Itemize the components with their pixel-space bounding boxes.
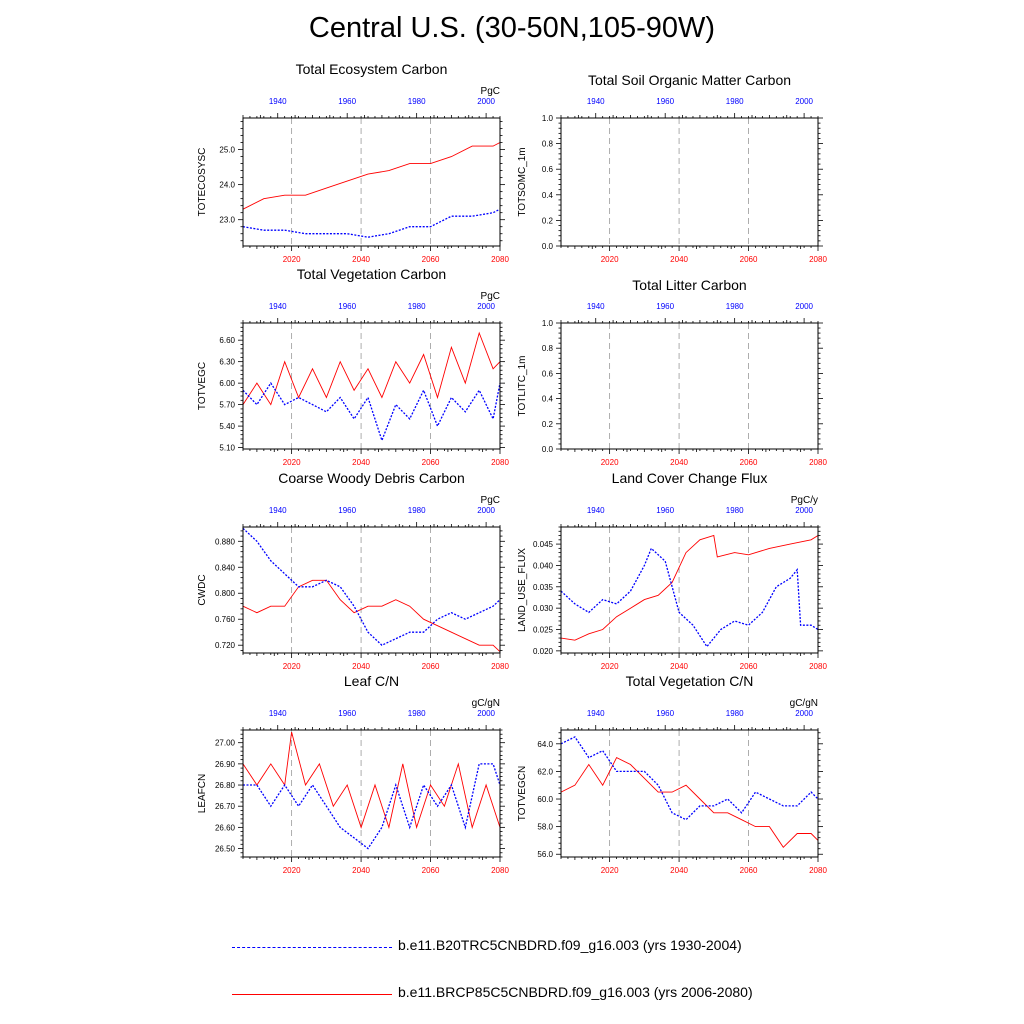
panel-2-y-tick-label: 0.0 [541, 242, 553, 251]
panel-3-x-top-tick-label: 1960 [338, 302, 357, 311]
panel-1-y-tick-label: 25.0 [219, 145, 235, 155]
panel-2-x-top-tick-label: 2000 [795, 97, 814, 106]
panel-4-y-tick-label: 0.4 [541, 394, 553, 404]
panel-5-series-historical-line [243, 528, 500, 645]
panel-1-title: Total Ecosystem Carbon [295, 61, 448, 77]
panel-7-y-tick-label: 26.70 [214, 802, 235, 812]
panel-4-y-tick-label: 0.2 [541, 419, 553, 429]
panel-7-y-tick-label: 26.90 [214, 759, 235, 769]
panel-5-x-top-tick-label: 2000 [477, 506, 496, 515]
panel-8-x-bottom-tick-label: 2020 [600, 866, 619, 875]
panel-4-y-tick-label: 0.8 [541, 344, 553, 354]
panel-4-title: Total Litter Carbon [632, 277, 747, 293]
panel-3-frame [243, 323, 500, 449]
panel-3-x-top-tick-label: 1940 [268, 302, 287, 311]
panel-2-y-tick-label: 0.8 [541, 139, 553, 149]
panel-3-y-tick-label: 6.30 [219, 357, 235, 367]
panel-2-x-top-tick-label: 1980 [725, 97, 744, 106]
panel-5-x-top-tick-label: 1940 [268, 506, 287, 515]
panel-8-x-top-tick-label: 1960 [656, 709, 675, 718]
panel-2-title: Total Soil Organic Matter Carbon [587, 72, 792, 88]
panel-5-frame [243, 527, 500, 653]
panel-6-series-historical-line [561, 548, 818, 646]
panel-8-x-bottom-tick-label: 2060 [739, 866, 758, 875]
panel-7-x-bottom-tick-label: 2080 [491, 866, 509, 875]
panel-6-x-bottom-tick-label: 2040 [670, 662, 688, 671]
panel-5-series-rcp85-line [243, 580, 500, 651]
panel-4-x-bottom-tick-label: 2060 [739, 458, 758, 467]
panel-7-x-bottom-tick-label: 2060 [421, 866, 440, 875]
panel-6-y-tick-label: 0.020 [532, 646, 553, 656]
panel-3-x-top-tick-label: 2000 [477, 302, 496, 311]
panel-4-x-bottom-tick-label: 2040 [670, 458, 688, 467]
panel-7-y-axis-label: LEAFCN [197, 773, 208, 814]
panel-1-units: PgC [480, 86, 500, 97]
panel-7-x-top-tick-label: 1980 [407, 709, 426, 718]
panel-3-series-rcp85-line [243, 333, 500, 405]
panel-8-frame [561, 730, 818, 857]
panel-7-y-tick-label: 26.80 [214, 781, 235, 791]
panel-1-y-tick-label: 24.0 [219, 180, 235, 190]
panel-6-y-tick-label: 0.040 [532, 561, 553, 571]
panel-1-series-historical-line [243, 209, 500, 237]
panel-4-y-tick-label: 1.0 [541, 319, 553, 328]
panel-6-y-tick-label: 0.025 [532, 625, 553, 635]
panel-3-y-axis-label: TOTVEGC [197, 361, 208, 411]
panel-3-y-tick-label: 5.40 [219, 422, 235, 432]
figure-title: Central U.S. (30-50N,105-90W) [308, 12, 716, 44]
panel-2-y-tick-label: 1.0 [541, 114, 553, 123]
panel-4-frame [561, 323, 818, 449]
panel-3-series-historical-line [243, 383, 500, 440]
panel-7-x-top-tick-label: 2000 [477, 709, 496, 718]
panel-5-x-bottom-tick-label: 2060 [421, 662, 440, 671]
panel-6-y-tick-label: 0.045 [532, 540, 553, 550]
panel-2-frame [561, 118, 818, 246]
panel-1-x-top-tick-label: 1940 [268, 97, 287, 106]
panel-8-y-tick-label: 58.0 [537, 822, 553, 832]
panel-1-x-top-tick-label: 2000 [477, 97, 496, 106]
panel-3-y-tick-label: 5.10 [219, 443, 235, 453]
legend-entry-rcp85 [232, 980, 832, 1010]
panel-8-x-top-tick-label: 1980 [725, 709, 744, 718]
panel-7-y-tick-label: 26.50 [214, 844, 235, 854]
panel-5-y-tick-label: 0.800 [214, 589, 235, 599]
panel-5-units: PgC [480, 495, 500, 506]
panel-6-x-bottom-tick-label: 2060 [739, 662, 758, 671]
panel-8-x-bottom-tick-label: 2080 [809, 866, 827, 875]
panel-6-y-axis-label: LAND_USE_FLUX [517, 548, 528, 632]
panel-5-y-tick-label: 0.720 [214, 641, 235, 651]
panel-1-series-rcp85-line [243, 143, 500, 210]
panel-8-series-rcp85-line [561, 758, 818, 848]
panel-8-y-axis-label: TOTVEGCN [517, 765, 528, 822]
panel-4-y-axis-label: TOTLITC_1m [517, 355, 528, 417]
panel-8-y-tick-label: 60.0 [537, 795, 553, 805]
panel-6-x-top-tick-label: 2000 [795, 506, 814, 515]
panel-4-y-tick-label: 0.6 [541, 369, 553, 379]
panel-8-title: Total Vegetation C/N [625, 673, 754, 689]
panel-7-y-tick-label: 27.00 [214, 738, 235, 748]
panel-5-y-tick-label: 0.880 [214, 537, 235, 547]
panel-8-y-tick-label: 62.0 [537, 767, 553, 777]
panel-7-y-tick-label: 26.60 [214, 823, 235, 833]
panel-3-title: Total Vegetation Carbon [296, 266, 447, 282]
panel-3-y-tick-label: 6.60 [219, 336, 235, 346]
panel-6-x-top-tick-label: 1960 [656, 506, 675, 515]
panel-5-y-tick-label: 0.760 [214, 615, 235, 625]
panel-5-y-axis-label: CWDC [197, 574, 208, 606]
panel-7-frame [243, 730, 500, 857]
panel-7-title: Leaf C/N [343, 673, 400, 689]
legend-entry-historical [232, 933, 832, 963]
panel-4-x-top-tick-label: 2000 [795, 302, 814, 311]
panel-3-y-tick-label: 5.70 [219, 400, 235, 410]
panel-1-x-top-tick-label: 1960 [338, 97, 357, 106]
panel-1-y-tick-label: 23.0 [219, 215, 235, 225]
panel-1-x-bottom-tick-label: 2060 [421, 255, 440, 264]
panel-6-x-bottom-tick-label: 2080 [809, 662, 827, 671]
panel-8-x-bottom-tick-label: 2040 [670, 866, 688, 875]
panel-2-x-bottom-tick-label: 2080 [809, 255, 827, 264]
legend-label-rcp85: b.e11.BRCP85C5CNBDRD.f09_g16.003 (yrs 2006-2080) [398, 984, 753, 1000]
panel-8-x-top-tick-label: 1940 [586, 709, 605, 718]
panel-2-x-top-tick-label: 1940 [586, 97, 605, 106]
panel-7-series-rcp85-line [243, 732, 500, 827]
panel-2-y-axis-label: TOTSOMC_1m [517, 147, 528, 217]
panel-6-series-rcp85-line [561, 536, 818, 641]
panel-2-y-tick-label: 0.4 [541, 190, 553, 200]
panel-6-y-tick-label: 0.035 [532, 582, 553, 592]
panel-7-x-bottom-tick-label: 2020 [282, 866, 301, 875]
panel-3-y-tick-label: 6.00 [219, 379, 235, 389]
panel-2-x-bottom-tick-label: 2060 [739, 255, 758, 264]
panel-4-y-tick-label: 0.0 [541, 445, 553, 454]
panel-2-x-bottom-tick-label: 2020 [600, 255, 619, 264]
panel-4-x-top-tick-label: 1940 [586, 302, 605, 311]
panel-6-x-bottom-tick-label: 2020 [600, 662, 619, 671]
panel-6-y-tick-label: 0.030 [532, 604, 553, 614]
panel-1-x-bottom-tick-label: 2040 [352, 255, 370, 264]
panel-1-x-top-tick-label: 1980 [407, 97, 426, 106]
panel-8-series-historical-line [561, 737, 818, 820]
panel-8-x-top-tick-label: 2000 [795, 709, 814, 718]
panel-4-x-bottom-tick-label: 2020 [600, 458, 619, 467]
panel-2-y-tick-label: 0.2 [541, 216, 553, 226]
legend-label-historical: b.e11.B20TRC5CNBDRD.f09_g16.003 (yrs 1930-2004) [398, 937, 742, 953]
panel-8-units: gC/gN [789, 698, 818, 709]
panel-5-title: Coarse Woody Debris Carbon [278, 470, 465, 486]
panel-2-x-top-tick-label: 1960 [656, 97, 675, 106]
panel-1-frame [243, 118, 500, 246]
panel-5-x-bottom-tick-label: 2020 [282, 662, 301, 671]
panel-1-x-bottom-tick-label: 2080 [491, 255, 509, 264]
legend-sample-historical [232, 947, 392, 948]
panel-4-x-top-tick-label: 1980 [725, 302, 744, 311]
panel-3-x-bottom-tick-label: 2080 [491, 458, 509, 467]
panel-5-x-top-tick-label: 1960 [338, 506, 357, 515]
panel-3-x-bottom-tick-label: 2040 [352, 458, 370, 467]
panel-2-x-bottom-tick-label: 2040 [670, 255, 688, 264]
panel-6-title: Land Cover Change Flux [611, 470, 768, 486]
panel-6-units: PgC/y [790, 495, 818, 506]
panel-1-y-axis-label: TOTECOSYSC [197, 147, 208, 217]
panel-7-x-bottom-tick-label: 2040 [352, 866, 370, 875]
panel-6-x-top-tick-label: 1980 [725, 506, 744, 515]
legend-sample-rcp85 [232, 994, 392, 995]
panel-5-y-tick-label: 0.840 [214, 563, 235, 573]
panel-6-x-top-tick-label: 1940 [586, 506, 605, 515]
panel-3-x-top-tick-label: 1980 [407, 302, 426, 311]
panel-3-x-bottom-tick-label: 2020 [282, 458, 301, 467]
panel-7-x-top-tick-label: 1940 [268, 709, 287, 718]
panel-2-y-tick-label: 0.6 [541, 165, 553, 175]
panel-5-x-bottom-tick-label: 2080 [491, 662, 509, 671]
panel-7-units: gC/gN [471, 698, 500, 709]
panel-4-x-bottom-tick-label: 2080 [809, 458, 827, 467]
panel-3-x-bottom-tick-label: 2060 [421, 458, 440, 467]
panel-4-x-top-tick-label: 1960 [656, 302, 675, 311]
panel-8-y-tick-label: 56.0 [537, 850, 553, 860]
panel-5-x-top-tick-label: 1980 [407, 506, 426, 515]
panel-3-units: PgC [480, 291, 500, 302]
panel-5-x-bottom-tick-label: 2040 [352, 662, 370, 671]
panel-8-y-tick-label: 64.0 [537, 739, 553, 749]
panel-1-x-bottom-tick-label: 2020 [282, 255, 301, 264]
panel-7-x-top-tick-label: 1960 [338, 709, 357, 718]
